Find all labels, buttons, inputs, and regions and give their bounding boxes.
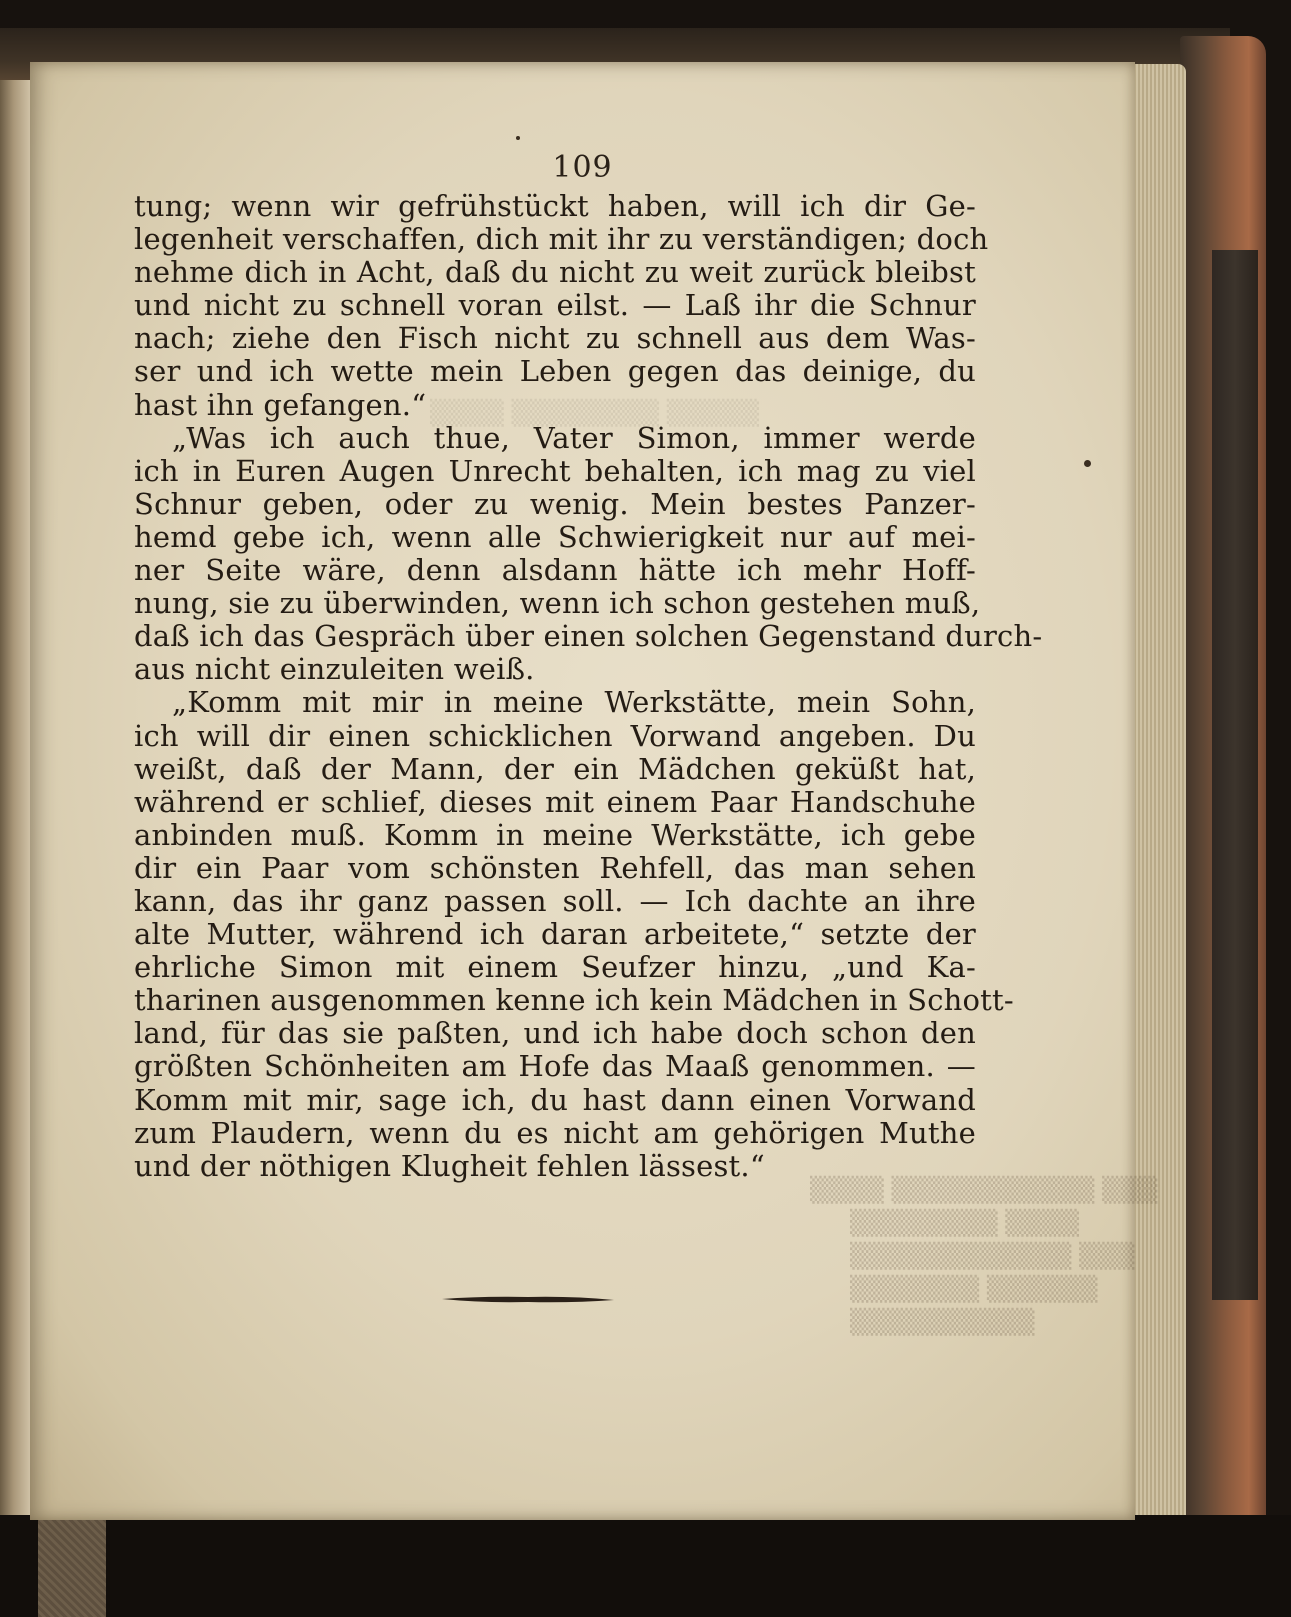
text-line: ehrliche Simon mit einem Seufzer hinzu, „und Ka- <box>134 950 976 985</box>
text-line: „Komm mit mir in meine Werkstätte, mein Sohn, <box>172 685 976 720</box>
text-line: weißt, daß der Mann, der ein Mädchen geküßt hat, <box>134 751 976 786</box>
text-line: legenheit verschaffen, dich mit ihr zu verständigen; doch <box>134 222 989 257</box>
bleed-through-text-lower: ▒▒▒▒ ▒▒▒▒▒▒▒▒▒▒▒ ▒▒▒ ▒▒▒▒▒▒▒▒ ▒▒▒▒ ▒▒▒▒▒▒▒▒▒▒▒▒ ▒▒▒ ▒▒▒▒▒▒▒ ▒▒▒▒▒▒ ▒▒▒▒▒▒▒▒▒▒ <box>810 1176 1158 1336</box>
text-line: tung; wenn wir gefrühstückt haben, will ich dir Ge- <box>134 189 976 223</box>
text-line: nung, sie zu überwinden, wenn ich schon gestehen muß, <box>134 586 981 621</box>
book-cover-bottom <box>0 1515 1291 1617</box>
cover-board <box>1212 250 1258 1300</box>
text-line: hast ihn gefangen.“ <box>134 387 427 422</box>
text-line: kann, das ihr ganz passen soll. — Ich dachte an ihre <box>134 883 976 918</box>
text-line: Komm mit mir, sage ich, du hast dann einen Vorwand <box>134 1082 976 1117</box>
ink-speck <box>1084 460 1091 467</box>
text-line: während er schlief, dieses mit einem Paar Handschuhe <box>134 784 976 819</box>
ink-speck <box>516 136 520 140</box>
text-line: ich will dir einen schicklichen Vorwand angeben. Du <box>134 718 976 753</box>
page-stack-edge <box>1128 64 1186 1524</box>
text-line: größten Schönheiten am Hofe das Maaß genommen. — <box>134 1049 976 1084</box>
text-line: „Was ich auch thue, Vater Simon, immer werde <box>172 420 976 455</box>
text-line: daß ich das Gespräch über einen solchen Gegenstand durch- <box>134 619 1043 654</box>
left-page-edge <box>0 80 34 1540</box>
text-line: nach; ziehe den Fisch nicht zu schnell aus dem Was- <box>134 321 976 356</box>
bleed-through-text: ▒▒▒▒ ▒▒▒▒▒▒▒▒ ▒▒▒▒▒ <box>430 399 760 427</box>
text-line: und der nöthigen Klugheit fehlen lässest.“ <box>134 1148 765 1183</box>
body-text <box>134 189 1043 1183</box>
text-line: tharinen ausgenommen kenne ich kein Mädchen in Schott- <box>134 983 1014 1018</box>
end-ornament <box>442 1294 614 1304</box>
text-line: ser und ich wette mein Leben gegen das deinige, du <box>134 354 976 389</box>
text-line: nehme dich in Acht, daß du nicht zu weit zurück bleibst <box>134 255 976 290</box>
text-line: aus nicht einzuleiten weiß. <box>134 652 535 687</box>
text-line: dir ein Paar vom schönsten Rehfell, das man sehen <box>134 850 976 885</box>
cloth-bookmark <box>38 1520 106 1617</box>
text-line: ich in Euren Augen Unrecht behalten, ich mag zu viel <box>134 453 976 488</box>
text-line: und nicht zu schnell voran eilst. — Laß ihr die Schnur <box>134 288 976 323</box>
text-line: ner Seite wäre, denn alsdann hätte ich mehr Hoff- <box>134 553 976 588</box>
text-line: Schnur geben, oder zu wenig. Mein bestes Panzer- <box>134 486 976 521</box>
page-number: 109 <box>552 150 613 185</box>
text-line: hemd gebe ich, wenn alle Schwierigkeit nur auf mei- <box>134 519 976 554</box>
book-page <box>30 62 1158 1520</box>
text-line: anbinden muß. Komm in meine Werkstätte, ich gebe <box>134 817 976 852</box>
text-line: zum Plaudern, wenn du es nicht am gehörigen Muthe <box>134 1115 976 1150</box>
text-line: alte Mutter, während ich daran arbeitete,“ setzte der <box>134 917 976 952</box>
text-line: land, für das sie paßten, und ich habe doch schon den <box>134 1016 976 1051</box>
